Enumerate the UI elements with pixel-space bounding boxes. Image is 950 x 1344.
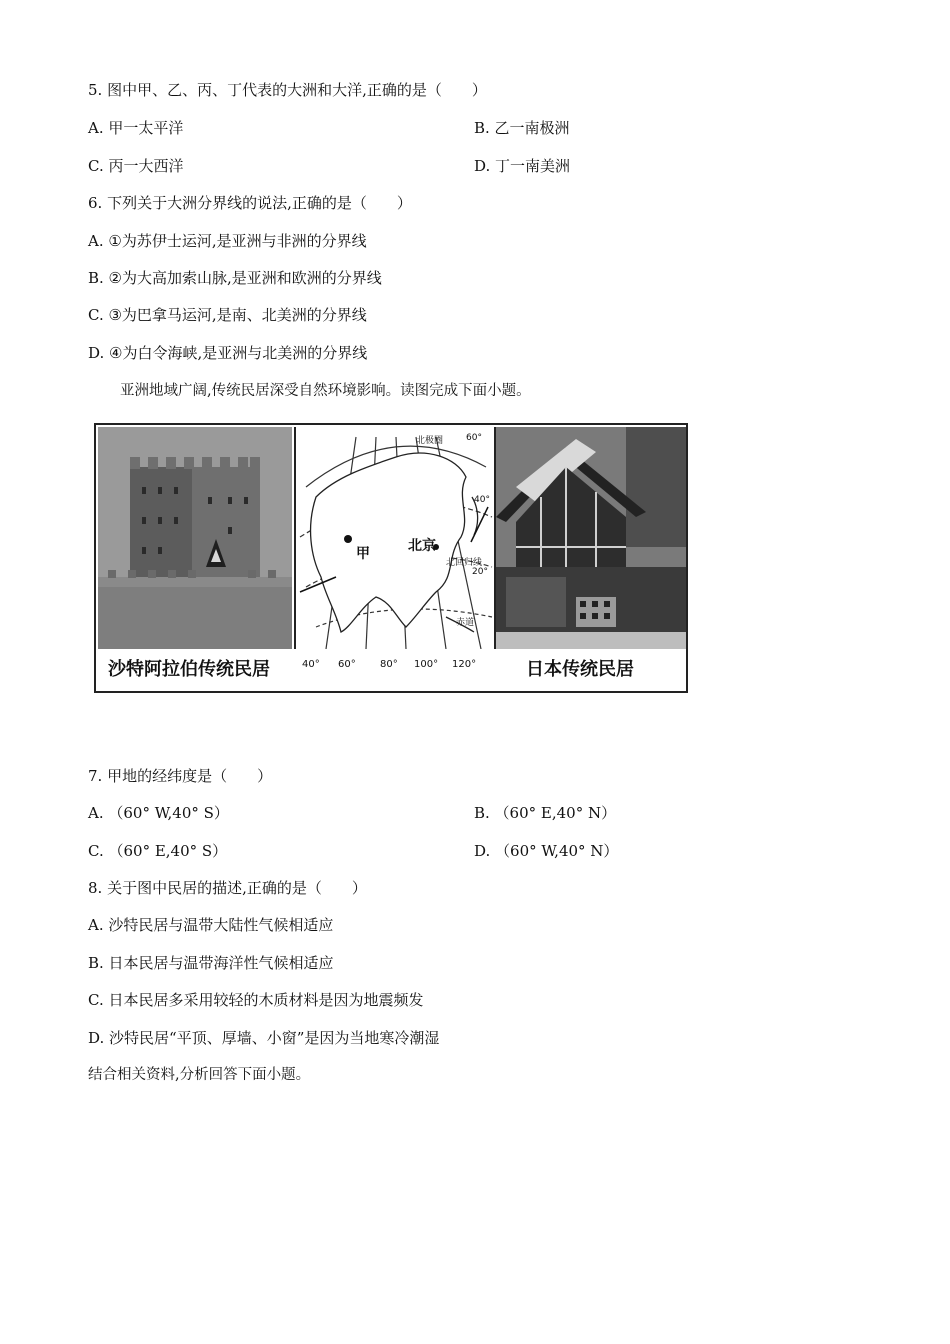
map-lat-20: 20° [472,567,488,577]
question-6-option-c: C. ③为巴拿马运河,是南、北美洲的分界线 [88,306,367,324]
map-label-equator: 赤道 [456,618,475,628]
question-5-option-c: C. 丙一大西洋 [88,157,184,175]
question-7-option-a: A. （60° W,40° S） [88,804,229,822]
question-6-stem: 6. 下列关于大洲分界线的说法,正确的是（ ） [88,194,412,212]
lon-100: 100° [414,659,439,670]
question-7-option-b: B. （60° E,40° N） [474,804,617,822]
question-7-option-c: C. （60° E,40° S） [88,842,228,860]
map-label-tropic: 北回归线 [446,558,483,568]
asia-map [294,427,496,649]
caption-japan-house: 日本传统民居 [526,659,634,680]
question-6-option-d: D. ④为白令海峡,是亚洲与北美洲的分界线 [88,344,368,362]
map-label-beijing: 北京 [408,538,436,554]
map-label-jia: 甲 [356,546,370,562]
question-8-option-b: B. 日本民居与温带海洋性气候相适应 [88,954,334,972]
question-6-option-a: A. ①为苏伊士运河,是亚洲与非洲的分界线 [88,232,367,250]
japan-house-photo [496,427,686,649]
question-5-option-b: B. 乙一南极洲 [474,119,570,137]
question-8-stem: 8. 关于图中民居的描述,正确的是（ ） [88,879,367,897]
map-lat-40: 40° [474,495,490,505]
saudi-house-photo [98,427,292,649]
lon-120: 120° [452,659,477,670]
figure-asia-houses [94,423,688,693]
lon-80: 80° [380,659,398,670]
section-intro: 亚洲地域广阔,传统民居深受自然环境影响。读图完成下面小题。 [120,383,531,399]
lon-60: 60° [338,659,356,670]
map-label-arctic: 北极圈 [416,436,444,446]
question-8-option-d: D. 沙特民居“平顶、厚墙、小窗”是因为当地寒冷潮湿 [88,1029,440,1047]
question-8-option-a: A. 沙特民居与温带大陆性气候相适应 [88,916,334,934]
question-7-option-d: D. （60° W,40° N） [474,842,619,860]
lon-40: 40° [302,659,320,670]
question-5-option-d: D. 丁一南美洲 [474,157,571,175]
question-6-option-b: B. ②为大高加索山脉,是亚洲和欧洲的分界线 [88,269,382,287]
question-5-option-a: A. 甲一太平洋 [88,119,184,137]
section-intro-2: 结合相关资料,分析回答下面小题。 [88,1067,311,1083]
question-7-stem: 7. 甲地的经纬度是（ ） [88,767,273,785]
caption-saudi-house: 沙特阿拉伯传统民居 [108,659,270,680]
map-lat-60: 60° [466,433,482,443]
question-5-stem: 5. 图中甲、乙、丙、丁代表的大洲和大洋,正确的是（ ） [88,81,487,99]
question-8-option-c: C. 日本民居多采用较轻的木质材料是因为地震频发 [88,991,424,1009]
